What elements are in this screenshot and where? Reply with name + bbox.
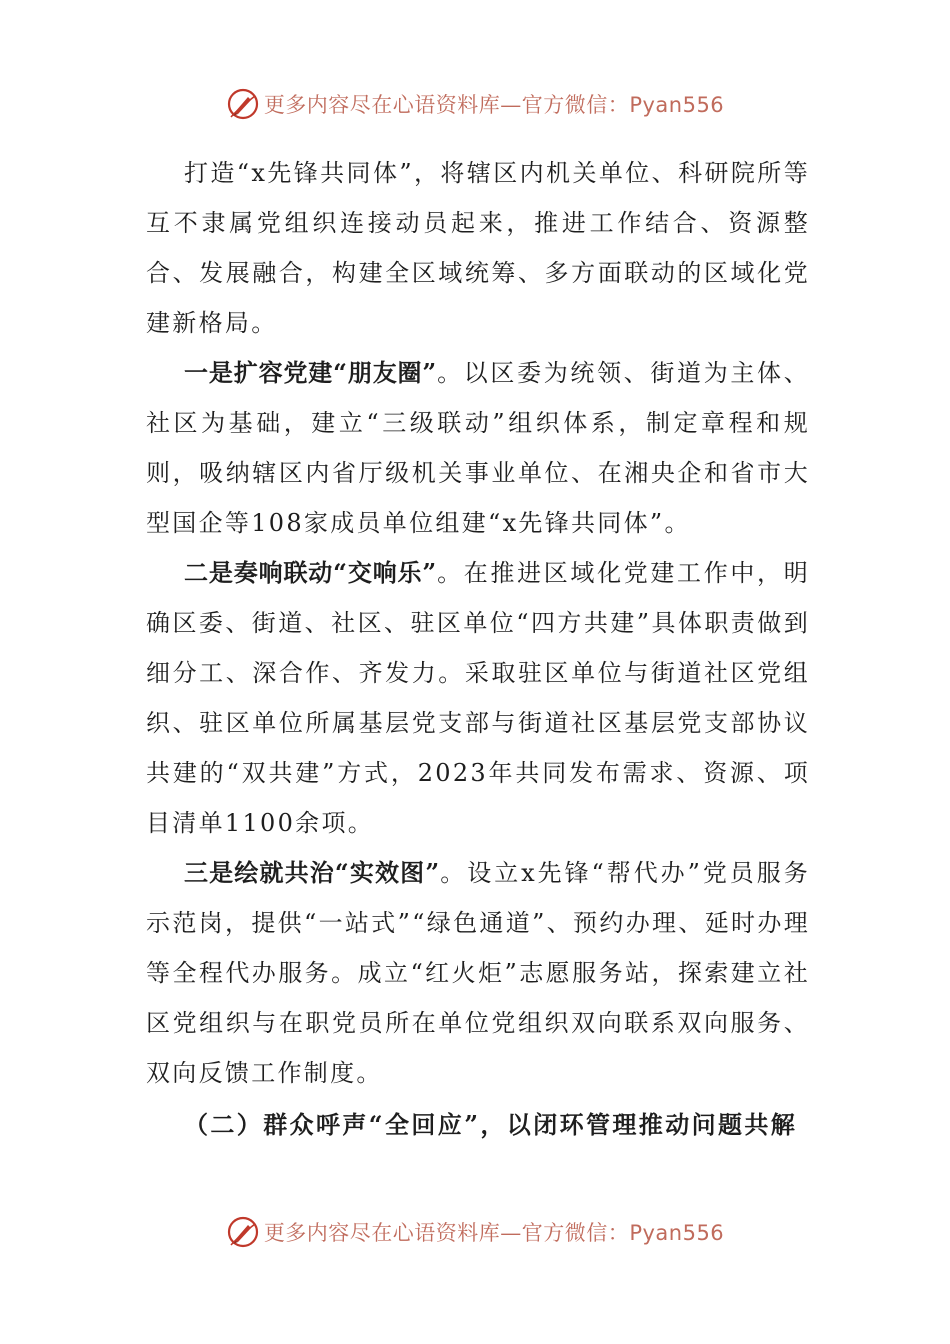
section-heading: （二）群众呼声“全回应”，以闭环管理推动问题共解 [184, 1110, 798, 1139]
banner-text: 更多内容尽在心语资料库—官方微信： [263, 93, 630, 117]
paragraph-point-1 [146, 348, 810, 548]
paragraph-text: 打造“x先锋共同体”，将辖区内机关单位、科研院所等互不隶属党组织连接动员起来，推进工作结合、资源整合、发展融合，构建全区域统筹、多方面联动的区域化党建新格局。 [146, 159, 810, 337]
paragraph-lead: 三是绘就共治“实效图” [184, 858, 440, 887]
paragraph-lead: 一是扩容党建“朋友圈” [184, 358, 437, 387]
footer-watermark-banner [0, 1212, 950, 1252]
paragraph-point-2 [146, 548, 810, 848]
banner-text: 更多内容尽在心语资料库—官方微信： [263, 1221, 630, 1245]
pen-logo-icon [226, 87, 260, 121]
document-body [146, 148, 810, 1150]
banner-wechat-id: Pyan556 [629, 93, 725, 117]
header-watermark-banner [0, 84, 950, 124]
pen-logo-icon [226, 1215, 260, 1249]
banner-wechat-id: Pyan556 [629, 1221, 725, 1245]
paragraph-lead: 二是奏响联动“交响乐” [184, 558, 437, 587]
paragraph-text: 。以区委为统领、街道为主体、社区为基础，建立“三级联动”组织体系，制定章程和规则，吸纳辖区内省厅级机关事业单位、在湘央企和省市大型国企等108家成员单位组建“x先锋共同体”。 [146, 359, 811, 537]
paragraph-intro [146, 148, 810, 348]
paragraph-text: 。设立x先锋“帮代办”党员服务示范岗，提供“一站式”“绿色通道”、预约办理、延时办理等全程代办服务。成立“红火炬”志愿服务站，探索建立社区党组织与在职党员所在单位党组织双向联系双向服务、双向反馈工作制度。 [146, 859, 811, 1087]
paragraph-text: 。在推进区域化党建工作中，明确区委、街道、社区、驻区单位“四方共建”具体职责做到细分工、深合作、齐发力。采取驻区单位与街道社区党组织、驻区单位所属基层党支部与街道社区基层党支部协议共建的“双共建”方式，2023年共同发布需求、资源、项目清单1100余项。 [146, 559, 811, 837]
paragraph-point-3 [146, 848, 810, 1098]
